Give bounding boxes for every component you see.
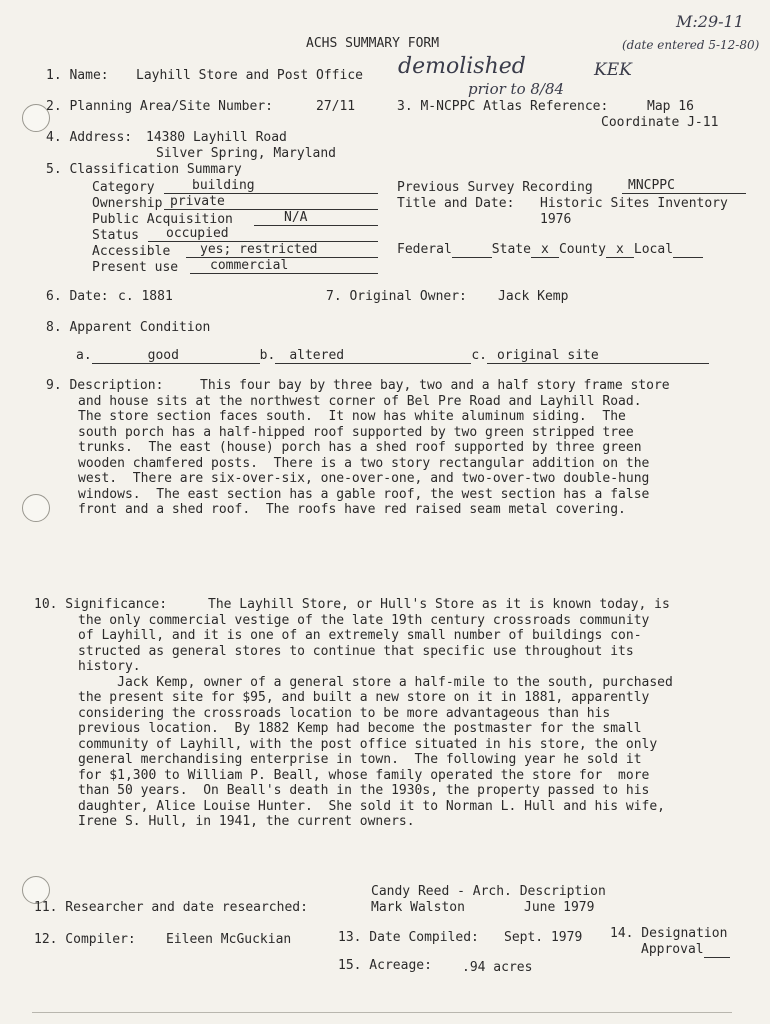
field-7-label: 7. Original Owner: xyxy=(326,289,467,304)
present-use-label: Present use xyxy=(92,260,179,275)
field-11-label: 11. Researcher and date researched: xyxy=(34,900,308,915)
field-15-label: 15. Acreage: xyxy=(338,958,432,973)
field-2-value: 27/11 xyxy=(316,99,356,114)
title-date-label: Title and Date: xyxy=(397,196,515,211)
condition-c-value: original site xyxy=(487,348,709,364)
margin-note-site-code: M:29-11 xyxy=(676,12,744,31)
local-value xyxy=(673,242,703,258)
category-label: Category xyxy=(92,180,155,195)
condition-row: a. good b. altered c. original site xyxy=(76,348,709,364)
title-date-year: 1976 xyxy=(540,212,572,227)
ownership-value: private xyxy=(164,194,378,210)
accessible-value: yes; restricted xyxy=(186,242,378,258)
field-1-name: Layhill Store and Post Office xyxy=(136,68,363,83)
researcher-line1: Candy Reed - Arch. Description xyxy=(371,884,606,899)
field-3-label: 3. M-NCPPC Atlas Reference: xyxy=(397,99,609,114)
field-14-label: 14. Designation xyxy=(610,926,728,941)
federal-label: Federal xyxy=(397,242,452,257)
page-bottom-rule xyxy=(32,1012,732,1013)
category-value: building xyxy=(164,178,378,194)
field-7-value: Jack Kemp xyxy=(498,289,569,304)
field-14-approval: Approval xyxy=(641,942,730,958)
public-acquisition-value: N/A xyxy=(254,210,378,226)
public-acquisition-label: Public Acquisition xyxy=(92,212,233,227)
field-4-line1: 14380 Layhill Road xyxy=(146,130,287,145)
county-label: County xyxy=(558,242,606,257)
ownership-label: Ownership xyxy=(92,196,163,211)
field-4-label: 4. Address: xyxy=(46,130,133,145)
federal-value xyxy=(452,242,492,258)
status-value: occupied xyxy=(148,226,378,242)
field-8-label: 8. Apparent Condition xyxy=(46,320,211,335)
margin-note-demolished: demolished xyxy=(398,54,526,79)
title-date-value: Historic Sites Inventory xyxy=(540,196,728,211)
field-9-label: 9. Description: xyxy=(46,378,164,393)
condition-a-value: good xyxy=(92,348,260,364)
researcher-date: June 1979 xyxy=(524,900,595,915)
jurisdiction-row xyxy=(397,242,703,258)
significance-text: The Layhill Store, or Hull's Store as it is known today, is the only commercial vestige of the late 19th century crossroads community of Layhill, and it is one of an extremely small number of buildings con- structed as general stores to continue that specific use throughout its history. Jack Kemp, owner of a general store a half-mile to the south, purchased the present site for $95, and built a new store on it in 1881, apparently considering the crossroads location to be more advantageous than his previous location. By 1882 Kemp had become the postmaster for the small community of Layhill, with the post office situated in his store, the only general merchandising enterprise in town. The following year he sold it for $1,300 to William P. Beall, whose family operated the store for more than 50 years. On Beall's death in the 1930s, the property passed to his daughter, Alice Louise Hunter. She sold it to Norman L. Hull and his wife, Irene S. Hull, in 1941, the current owners. xyxy=(78,597,673,829)
form-title: ACHS SUMMARY FORM xyxy=(306,36,440,51)
accessible-label: Accessible xyxy=(92,244,171,259)
researcher-name: Mark Walston xyxy=(371,900,465,915)
field-2-label: 2. Planning Area/Site Number: xyxy=(46,99,273,114)
local-label: Local xyxy=(633,242,674,257)
field-3-coordinate: Coordinate J-11 xyxy=(601,115,719,130)
field-13-value: Sept. 1979 xyxy=(504,930,583,945)
field-13-label: 13. Date Compiled: xyxy=(338,930,479,945)
field-1-label: 1. Name: xyxy=(46,68,109,83)
field-6-label: 6. Date: xyxy=(46,289,109,304)
field-15-value: .94 acres xyxy=(462,960,533,975)
field-10-label: 10. Significance: xyxy=(34,597,168,612)
previous-survey-value: MNCPPC xyxy=(622,178,746,194)
field-6-value: c. 1881 xyxy=(118,289,173,304)
condition-b-value: altered xyxy=(275,348,471,364)
state-label: State xyxy=(491,242,531,257)
field-4-line2: Silver Spring, Maryland xyxy=(156,146,337,161)
description-text: This four bay by three bay, two and a half story frame store and house sits at the northwest corner of Bel Pre Road and Layhill Road. The store section faces south. It now has white aluminum siding. The south porch has a half-hipped roof supported by two green stripped tree trunks. The east (house) porch has a shed roof supported by three green wooden chamfered posts. There is a two story rectangular addition on the west. There are six-over-six, one-over-one, and two-over-two double-hung windows. The east section has a gable roof, the west section has a false front and a shed roof. The roofs have red raised seam metal covering. xyxy=(78,378,670,517)
field-3-map: Map 16 xyxy=(647,99,694,114)
previous-survey-label: Previous Survey Recording xyxy=(397,180,593,195)
present-use-value: commercial xyxy=(190,258,378,274)
margin-note-initials: KEK xyxy=(594,60,632,80)
status-label: Status xyxy=(92,228,139,243)
county-value: x xyxy=(606,242,634,258)
field-12-value: Eileen McGuckian xyxy=(166,932,292,947)
field-5-label: 5. Classification Summary xyxy=(46,162,242,177)
punch-hole-middle xyxy=(22,494,50,522)
field-12-label: 12. Compiler: xyxy=(34,932,136,947)
margin-note-date-entered: (date entered 5-12-80) xyxy=(622,38,760,52)
state-value: x xyxy=(531,242,559,258)
margin-note-prior-date: prior to 8/84 xyxy=(468,80,565,98)
